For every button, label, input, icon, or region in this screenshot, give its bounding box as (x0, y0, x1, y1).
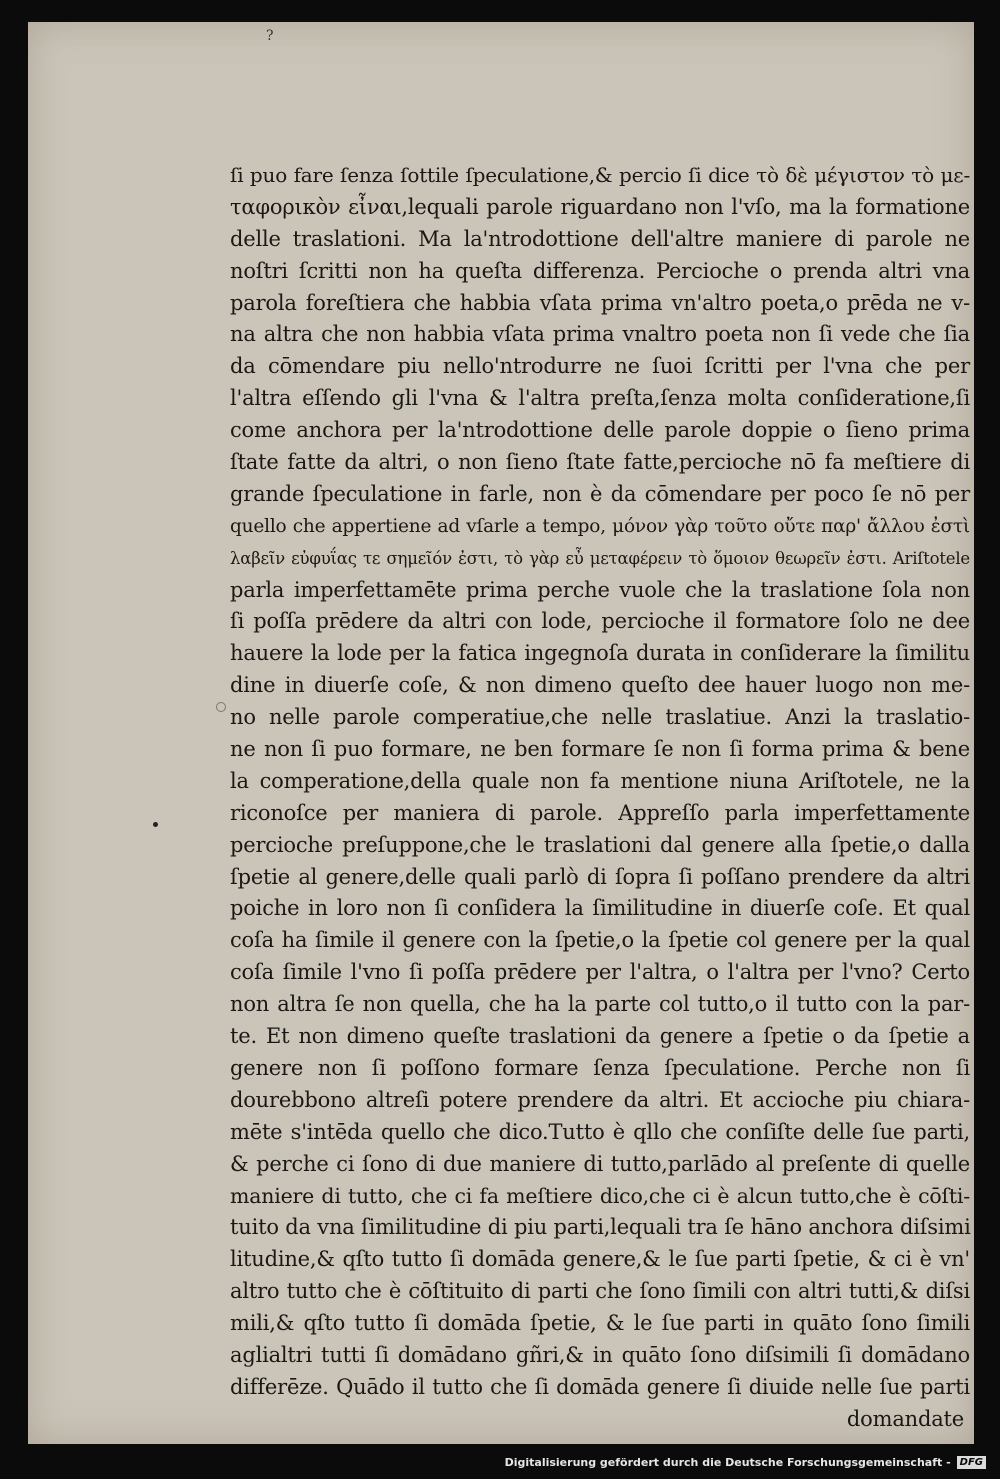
text-line: hauere la lode per la fatica ingegnoſa durata in conſiderare la ſimilitu (230, 641, 970, 666)
text-line: mili,& qſto tutto ſi domāda ſpetie, & le ſue parti in quāto ſono ſimili (230, 1311, 970, 1336)
book-page (28, 22, 974, 1444)
text-line: ταφορικὸν εἶναι,lequali parole riguardano non l'vſo, ma la formatione (230, 194, 970, 219)
text-line: altro tutto che è cōſtituito di parti che ſono ſimili con altri tutti,& diſsi (230, 1279, 970, 1304)
text-line: dourebbono altreſi potere prendere da altri. Et accioche piu chiara- (230, 1087, 970, 1112)
text-line: & perche ci ſono di due maniere di tutto,parlādo al preſente di quelle (230, 1151, 970, 1176)
text-line: te. Et non dimeno queſte traslationi da genere a ſpetie o da ſpetie a (230, 1024, 970, 1049)
text-line: genere non ſi poſſono formare ſenza ſpeculatione. Perche non ſi (230, 1055, 970, 1080)
text-line: da cōmendare piu nello'ntrodurre ne ſuoi ſcritti per l'vna che per (230, 354, 970, 379)
text-line: differēze. Quādo il tutto che ſi domāda genere ſi diuide nelle ſue parti (230, 1374, 970, 1399)
text-block (230, 160, 970, 1436)
text-line: no nelle parole comperatiue,che nelle traslatiue. Anzi la traslatio- (230, 705, 970, 730)
text-line: grande ſpeculatione in farle, non è da cōmendare per poco ſe nō per (230, 481, 970, 506)
digitization-footer (505, 1452, 986, 1472)
text-line: aglialtri tutti ſi domādano gñri,& in quāto ſono diſsimili ſi domādano (230, 1342, 970, 1367)
text-line: ſpetie al genere,delle quali parlò di ſopra ſi poſſano prendere da altri (230, 864, 970, 889)
text-line: ne non ſi puo formare, ne ben formare ſe non ſi forma prima & bene (230, 737, 970, 762)
text-line: parola foreſtiera che habbia vſata prima vn'altro poeta,o prēda ne v- (230, 290, 970, 315)
text-line: quello che appertiene ad vſarle a tempo, μόνον γὰρ τοῦτο οὔτε παρ' ἄλλου ἐστὶ (230, 515, 970, 537)
dfg-logo: DFG (957, 1456, 986, 1469)
text-line: percioche preſuppone,che le traslationi dal genere alla ſpetie,o dalla (230, 832, 970, 857)
margin-ring-mark (216, 702, 226, 712)
text-line: riconoſce per maniera di parole. Appreſſo parla imperfettamente (230, 800, 970, 825)
text-line: poiche in loro non ſi conſidera la ſimilitudine in diuerſe coſe. Et qual (230, 896, 970, 921)
text-line: ſi poſſa prēdere da altri con lode, percioche il formatore ſolo ne dee (230, 609, 970, 634)
footer-credit: Digitalisierung gefördert durch die Deutsche Forschungsgemeinschaft - (504, 1455, 951, 1469)
text-line: ſi puo fare ſenza ſottile ſpeculatione,& percio ſi dice τὸ δὲ μέγιστον τὸ με- (230, 163, 970, 187)
top-mark: ? (266, 28, 274, 44)
catchword: domandate (846, 1406, 964, 1431)
text-line: litudine,& qſto tutto ſi domāda genere,& le ſue parti ſpetie, & ci è vn' (230, 1247, 970, 1272)
text-line: come anchora per la'ntrodottione delle parole doppie o ſieno prima (230, 418, 970, 443)
text-line: delle traslationi. Ma la'ntrodottione dell'altre maniere di parole ne (230, 226, 970, 251)
text-line: λαβεῖν εὐφυΐας τε σημεῖόν ἐστι, τὸ γὰρ εὖ μεταφέρειν τὸ ὅμοιον θεωρεῖν ἐστι. Ariſtotele (230, 548, 970, 568)
text-line: coſa ha ſimile il genere con la ſpetie,o la ſpetie col genere per la qual (230, 928, 970, 953)
text-line: tuito da vna ſimilitudine di piu parti,lequali tra ſe hāno anchora diſsimi (230, 1215, 971, 1240)
text-line: la comperatione,della quale non fa mentione niuna Ariſtotele, ne la (230, 768, 970, 793)
margin-dot-mark (153, 822, 158, 827)
text-line: mēte s'intēda quello che dico.Tutto è qllo che conſiſte delle ſue parti, (230, 1119, 970, 1144)
text-line: dine in diuerſe coſe, & non dimeno queſto dee hauer luogo non me- (230, 673, 970, 698)
text-line: ſtate fatte da altri, o non ſieno ſtate fatte,percioche nō fa meſtiere di (230, 450, 970, 475)
text-line: na altra che non habbia vſata prima vnaltro poeta non ſi vede che ſia (230, 322, 970, 347)
text-line: l'altra eſſendo gli l'vna & l'altra preſta,ſenza molta conſideratione,ſi (230, 386, 970, 411)
text-line: noſtri ſcritti non ha queſta differenza. Percioche o prenda altri vna (230, 258, 970, 283)
text-line: non altra ſe non quella, che ha la parte col tutto,o il tutto con la par- (230, 992, 970, 1017)
text-line: coſa ſimile l'vno ſi poſſa prēdere per l'altra, o l'altra per l'vno? Certo (230, 960, 970, 985)
text-line: maniere di tutto, che ci fa meſtiere dico,che ci è alcun tutto,che è cōſti- (230, 1183, 970, 1208)
text-line: parla imperfettamēte prima perche vuole che la traslatione ſola non (230, 577, 970, 602)
